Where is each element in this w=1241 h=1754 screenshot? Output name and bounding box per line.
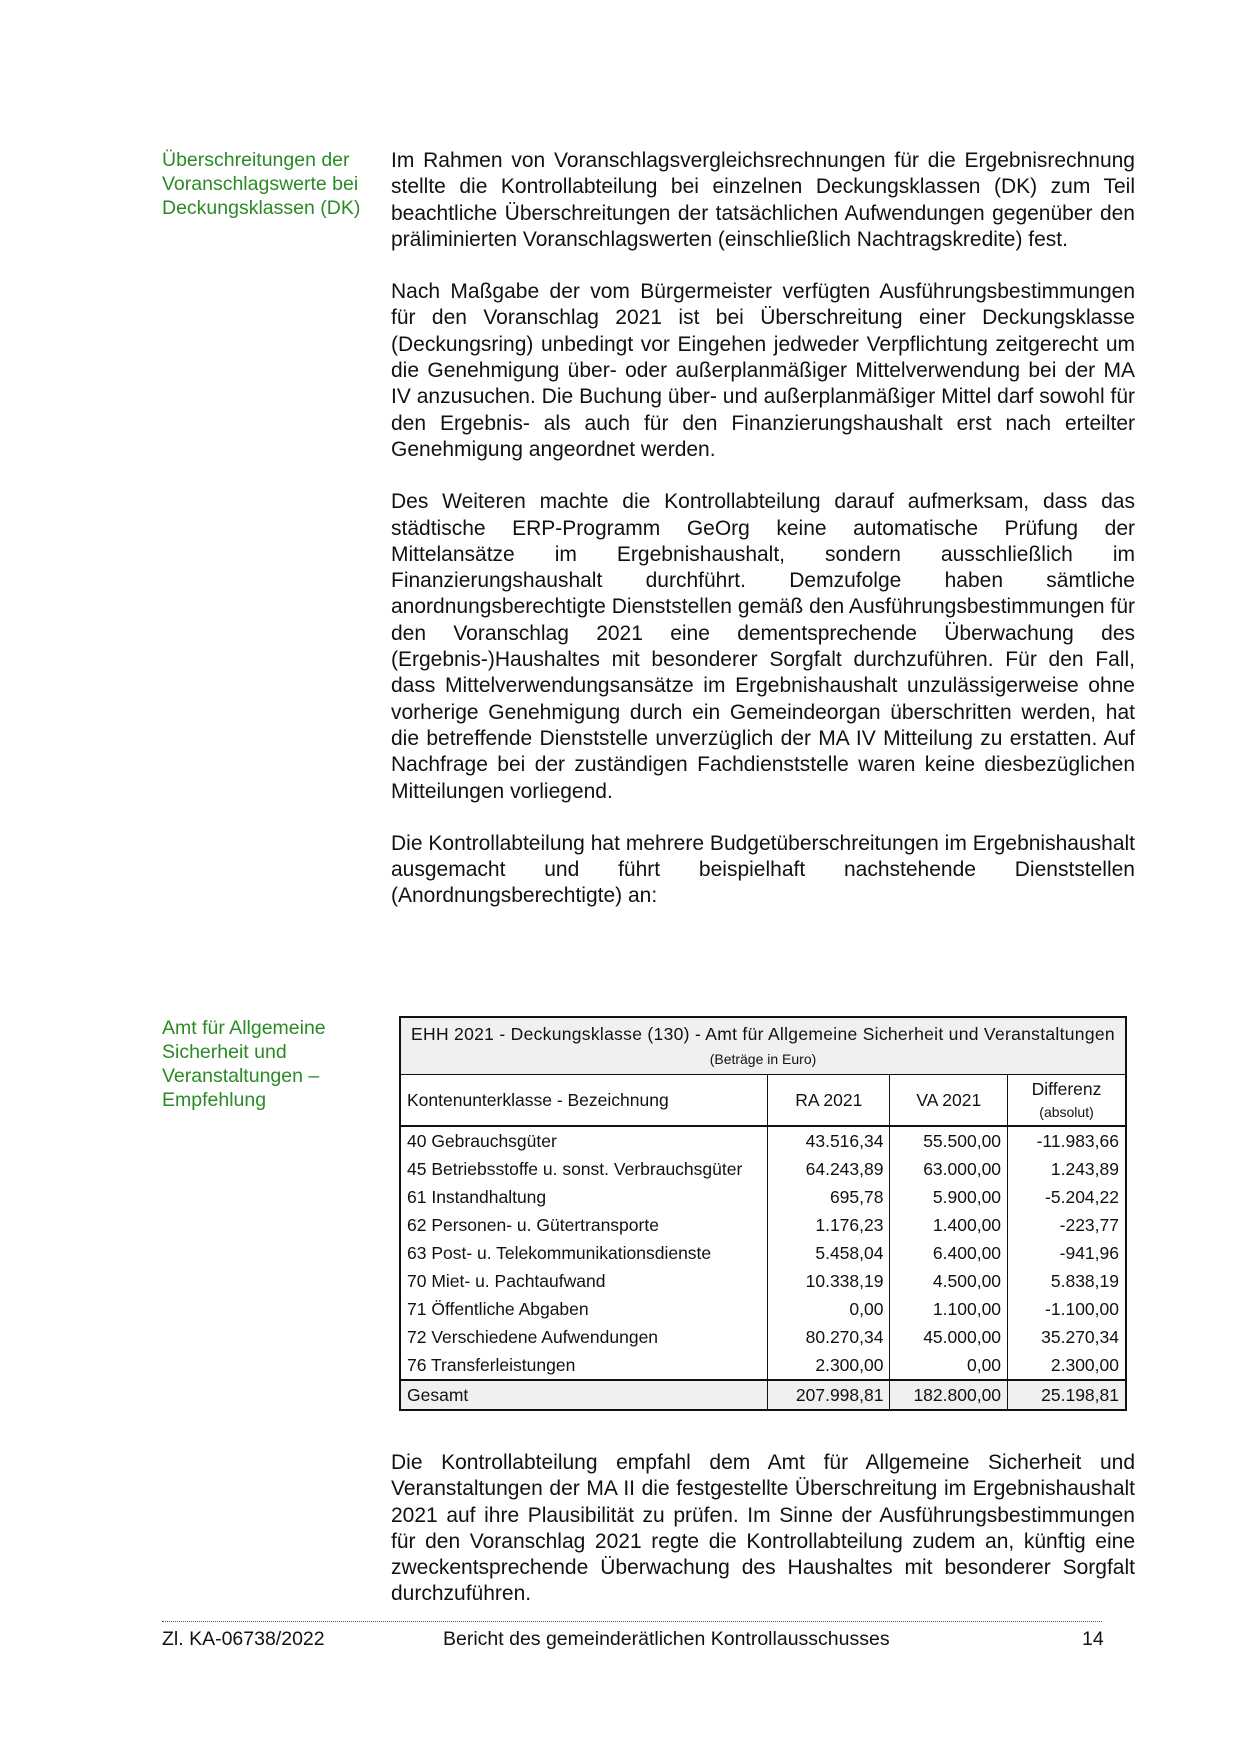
- col-header-va: VA 2021: [890, 1075, 1008, 1127]
- table-header: [400, 1075, 1126, 1127]
- paragraph: Die Kontrollabteilung hat mehrere Budgetüberschreitungen im Ergebnishaushalt ausgemacht und führt beispielhaft nachstehende Dienststellen (Anordnungsberechtigte) an:: [391, 831, 1135, 908]
- margin-note-recommendation: Amt für Allgemeine Sicherheit und Veranstaltungen – Empfehlung: [162, 1017, 326, 1111]
- table-row: [400, 1267, 1126, 1295]
- cell: 61 Instandhaltung: [400, 1183, 768, 1211]
- cell: 63 Post- u. Telekommunikationsdienste: [400, 1239, 768, 1267]
- cell: 72 Verschiedene Aufwendungen: [400, 1323, 768, 1351]
- cell: 62 Personen- u. Gütertransporte: [400, 1211, 768, 1239]
- table-row: [400, 1126, 1126, 1155]
- cell: 6.400,00: [890, 1239, 1008, 1267]
- cell: 45 Betriebsstoffe u. sonst. Verbrauchsgüter: [400, 1155, 768, 1183]
- cell: 1.243,89: [1008, 1155, 1126, 1183]
- cell: 1.100,00: [890, 1295, 1008, 1323]
- cell: 35.270,34: [1008, 1323, 1126, 1351]
- body-text: [391, 148, 1135, 936]
- cell: 5.900,00: [890, 1183, 1008, 1211]
- page-number: 14: [1082, 1628, 1104, 1650]
- cell: 2.300,00: [768, 1351, 890, 1380]
- cell: 1.176,23: [768, 1211, 890, 1239]
- cell: -941,96: [1008, 1239, 1126, 1267]
- cell: Gesamt: [400, 1380, 768, 1410]
- col-header-ra: RA 2021: [768, 1075, 890, 1127]
- table-row: [400, 1155, 1126, 1183]
- cell: 207.998,81: [768, 1380, 890, 1410]
- cell: 0,00: [768, 1295, 890, 1323]
- cell: -11.983,66: [1008, 1126, 1126, 1155]
- col-header-account: Kontenunterklasse - Bezeichnung: [400, 1075, 768, 1127]
- cell: 1.400,00: [890, 1211, 1008, 1239]
- cell: 40 Gebrauchsgüter: [400, 1126, 768, 1155]
- cell: 64.243,89: [768, 1155, 890, 1183]
- paragraph: Des Weiteren machte die Kontrollabteilung darauf aufmerksam, dass das städtische ERP-Programm GeOrg keine automatische Prüfung der Mittelansätze im Ergebnishaushalt, sondern ausschließlich im Finanzierungshaushalt durchführt. Demzufolge haben sämtliche anordnungsberechtigte Dienststellen gemäß den Ausführungsbestimmungen für den Voranschlag 2021 eine dementsprechende Überwachung des (Ergebnis-)Haushaltes mit besonderer Sorgfalt durchzuführen. Für den Fall, dass Mittelverwendungsansätze im Ergebnishaushalt unzulässigerweise ohne vorherige Genehmigung durch ein Gemeindeorgan überschritten werden, hat die betreffende Dienststelle unverzüglich der MA IV Mitteilung zu erstatten. Auf Nachfrage bei der zuständigen Fachdienststelle waren keine diesbezüglichen Mitteilungen vorliegend.: [391, 490, 1135, 803]
- cell: -5.204,22: [1008, 1183, 1126, 1211]
- cell: 70 Miet- u. Pachtaufwand: [400, 1267, 768, 1295]
- paragraph: Im Rahmen von Voranschlagsvergleichsrechnungen für die Ergebnisrechnung stellte die Kontrollabteilung bei einzelnen Deckungsklassen (DK) zum Teil beachtliche Überschreitungen der tatsächlichen Aufwendungen gegenüber den präliminierten Voranschlagswerten (einschließlich Nachtragskredite) fest.: [391, 149, 1135, 251]
- footer-title: Bericht des gemeinderätlichen Kontrollausschusses: [443, 1628, 890, 1650]
- cell: -223,77: [1008, 1211, 1126, 1239]
- cell: 10.338,19: [768, 1267, 890, 1295]
- budget-table: [399, 1016, 1127, 1411]
- cell: 25.198,81: [1008, 1380, 1126, 1410]
- table-title: EHH 2021 - Deckungsklasse (130) - Amt für Allgemeine Sicherheit und Veranstaltungen (Beträge in Euro): [400, 1017, 1126, 1075]
- cell: 71 Öffentliche Abgaben: [400, 1295, 768, 1323]
- cell: 45.000,00: [890, 1323, 1008, 1351]
- table-row: [400, 1211, 1126, 1239]
- table-row: [400, 1295, 1126, 1323]
- closing-paragraph: Die Kontrollabteilung empfahl dem Amt für Allgemeine Sicherheit und Veranstaltungen der MA II die festgestellte Überschreitung im Ergebnishaushalt 2021 auf ihre Plausibilität zu prüfen. Im Sinne der Ausführungsbestimmungen für den Voranschlag 2021 regte die Kontrollabteilung zudem an, künftig eine zweckentsprechende Überwachung des Haushaltes mit besonderer Sorgfalt durchzuführen.: [391, 1451, 1135, 1606]
- table-row: [400, 1239, 1126, 1267]
- table-total-row: [400, 1380, 1126, 1410]
- cell: 76 Transferleistungen: [400, 1351, 768, 1380]
- cell: 4.500,00: [890, 1267, 1008, 1295]
- cell: 2.300,00: [1008, 1351, 1126, 1380]
- margin-note-overruns: Überschreitungen der Voranschlagswerte bei Deckungsklassen (DK): [162, 149, 361, 219]
- footer-divider: [162, 1621, 1102, 1622]
- paragraph: Nach Maßgabe der vom Bürgermeister verfügten Ausführungsbestimmungen für den Voranschlag 2021 ist bei Überschreitung einer Deckungsklasse (Deckungsring) unbedingt vor Eingehen jedweder Verpflichtung zeitgerecht um die Genehmigung über- oder außerplanmäßiger Mittelverwendung bei der MA IV anzusuchen. Die Buchung über- und außerplanmäßiger Mittel darf sowohl für den Ergebnis- als auch für den Finanzierungshaushalt erst nach erteilter Genehmigung angeordnet werden.: [391, 280, 1135, 461]
- cell: 5.838,19: [1008, 1267, 1126, 1295]
- cell: 63.000,00: [890, 1155, 1008, 1183]
- table-row: [400, 1351, 1126, 1380]
- col-header-diff: Differenz (absolut): [1008, 1075, 1126, 1127]
- table-row: [400, 1323, 1126, 1351]
- cell: 55.500,00: [890, 1126, 1008, 1155]
- cell: 0,00: [890, 1351, 1008, 1380]
- cell: 182.800,00: [890, 1380, 1008, 1410]
- cell: 80.270,34: [768, 1323, 890, 1351]
- footer-reference: Zl. KA-06738/2022: [162, 1628, 325, 1650]
- cell: 43.516,34: [768, 1126, 890, 1155]
- cell: 5.458,04: [768, 1239, 890, 1267]
- table-row: [400, 1183, 1126, 1211]
- cell: 695,78: [768, 1183, 890, 1211]
- cell: -1.100,00: [1008, 1295, 1126, 1323]
